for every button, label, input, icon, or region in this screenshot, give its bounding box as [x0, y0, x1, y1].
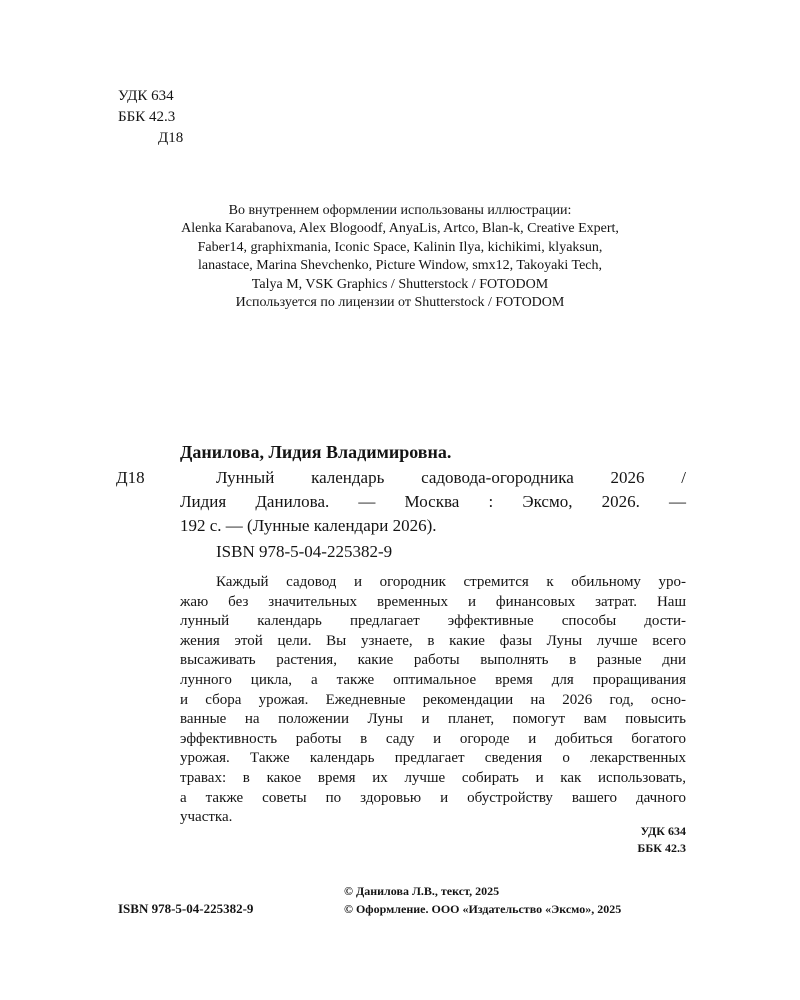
annotation-line: и сбора урожая. Ежедневные рекомендации на 2026 год, осно-	[180, 691, 686, 708]
udk-bbk-block	[118, 86, 183, 149]
footer-udk: УДК 634	[640, 824, 686, 838]
annotation-line: высаживать растения, какие работы выполнять в разные дни	[180, 652, 686, 669]
udk-code: УДК 634	[118, 88, 174, 104]
copyright-text: © Данилова Л.В., текст, 2025	[344, 884, 500, 898]
annotation-line: урожая. Также календарь предлагает сведения о лекарственных	[180, 750, 686, 767]
description-line: Лунный календарь садовода-огородника 2026 /	[216, 468, 686, 487]
credits-line: Во внутреннем оформлении использованы иллюстрации:	[228, 203, 572, 218]
author-heading: Данилова, Лидия Владимировна.	[180, 442, 452, 462]
annotation-line: участка.	[180, 809, 233, 826]
bibliographic-description	[180, 466, 686, 538]
description-line: Лидия Данилова. — Москва : Эксмо, 2026. —	[180, 492, 686, 511]
credits-line: Faber14, graphixmania, Iconic Space, Kalinin Ilya, kichikimi, klyaksun,	[197, 239, 603, 255]
annotation-line: эффективность работы в саду и огороде и добиться богатого	[180, 730, 686, 747]
credits-line: lanastace, Marina Shevchenko, Picture Window, smx12, Takoyaki Tech,	[197, 258, 603, 274]
bibliographic-author-mark: Д18	[116, 468, 145, 487]
annotation-line: а также советы по здоровью и обустройству вашего дачного	[180, 789, 686, 806]
annotation-paragraph	[180, 573, 686, 828]
author-mark: Д18	[158, 130, 184, 146]
copyright-block	[344, 882, 621, 918]
isbn: ISBN 978-5-04-225382-9	[216, 542, 393, 561]
annotation-line: лунный календарь предлагает эффективные способы дости-	[180, 613, 686, 630]
footer-udk-bbk	[637, 823, 686, 857]
footer-isbn: ISBN 978-5-04-225382-9	[118, 901, 254, 916]
credits-line: Talya M, VSK Graphics / Shutterstock / FOTODOM	[251, 276, 549, 292]
copyright-design: © Оформление. ООО «Издательство «Эксмо», 2025	[344, 902, 622, 916]
annotation-line: жения этой цели. Вы узнаете, в какие фазы Луны лучше всего	[180, 632, 686, 649]
bbk-code: ББК 42.3	[118, 109, 176, 125]
annotation-line: лунного цикла, а также оптимальное время для проращивания	[180, 671, 686, 688]
credits-line: Alenka Karabanova, Alex Blogoodf, AnyaLis, Artco, Blan-k, Creative Expert,	[181, 221, 619, 237]
credits-line: Используется по лицензии от Shutterstock / FOTODOM	[235, 295, 565, 311]
description-line: 192 с. — (Лунные календари 2026).	[180, 516, 437, 535]
annotation-line: ванные на положении Луны и планет, помогут вам повысить	[180, 711, 686, 728]
illustration-credits	[100, 202, 700, 312]
annotation-line: жаю без значительных временных и финансовых затрат. Наш	[180, 593, 686, 610]
annotation-line: травах: в какое время их лучше собирать и как использовать,	[180, 769, 686, 786]
footer-bbk: ББК 42.3	[637, 841, 686, 855]
annotation-line: Каждый садовод и огородник стремится к обильному уро-	[216, 574, 686, 590]
